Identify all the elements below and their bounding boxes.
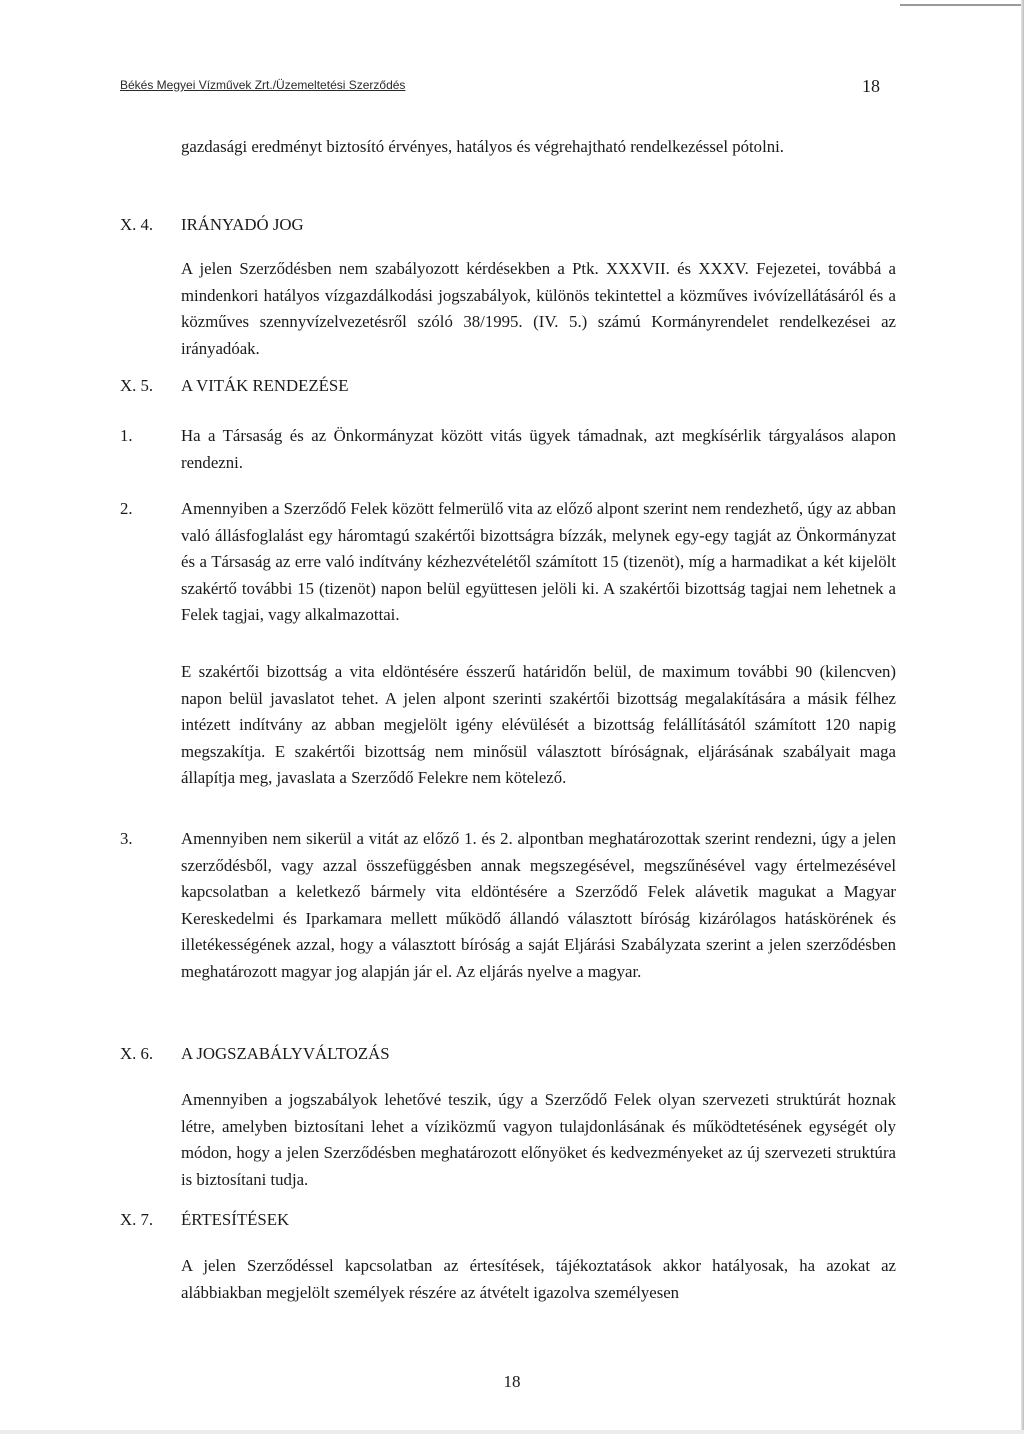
page-header bbox=[120, 78, 880, 100]
section-x6-heading: A JOGSZABÁLYVÁLTOZÁS bbox=[181, 1044, 390, 1063]
section-x5-heading: A VITÁK RENDEZÉSE bbox=[181, 376, 349, 395]
section-x7-paragraph: A jelen Szerződéssel kapcsolatban az értesítések, tájékoztatások akkor hatályosak, ha azokat az alábbiakban megjelölt személyek részére az átvételt igazolva személyesen bbox=[181, 1256, 896, 1302]
header-document-title: Békés Megyei Vízművek Zrt./Üzemeltetési Szerződés bbox=[120, 78, 406, 92]
item-2-text-continued: E szakértői bizottság a vita eldöntésére ésszerű határidőn belül, de maximum további 90 (kilencven) napon belül javaslatot tehet. A jelen alpont szerinti szakértői bizottság megalakítására a másik félhez intézett indítvány az abban megjelölt igény elévülését a bizottság felállításától számított 120 napig megszakítja. E szakértői bizottság nem minősül választott bíróságnak, eljárásának szabályait maga állapítja meg, javaslata a Szerződő Felekre nem kötelező. bbox=[181, 662, 896, 787]
item-1-number: 1. bbox=[120, 426, 133, 445]
section-x5-number: X. 5. bbox=[120, 376, 154, 395]
item-2-text: Amennyiben a Szerződő Felek között felmerülő vita az előző alpont szerint nem rendezhető, úgy az abban való állásfoglalást egy háromtagú szakértői bizottságra bízzák, melynek egy-egy tagját az Önkormányzat és a Társaság az erre való indítvány kézhezvételétől számított 15 (tizenöt), míg a harmadikat a két kijelölt szakértő további 15 (tizenöt) napon belül együttesen jelöli ki. A szakértői bizottság tagjai nem lehetnek a Felek tagjai, vagy alkalmazottai. bbox=[181, 499, 896, 624]
item-1-text: Ha a Társaság és az Önkormányzat között vitás ügyek támadnak, azt megkísérlik tárgyalásos alapon rendezni. bbox=[181, 426, 896, 472]
item-3-text: Amennyiben nem sikerül a vitát az előző 1. és 2. alpontban meghatározottak szerint rendezni, úgy a jelen szerződésből, vagy azzal összefüggésben annak megszegésével, megszűnésével vagy értelmezésével kapcsolatban a keletkező bármely vita eldöntésére a Szerződő Felek alávetik magukat a Magyar Kereskedelmi és Iparkamara mellett működő állandó választott bíróság kizárólagos hatáskörének és illetékességének azzal, hogy a választott bíróság a saját Eljárási Szabályzata szerint a jelen szerződésben meghatározott magyar jog alapján jár el. Az eljárás nyelve a magyar. bbox=[181, 829, 896, 981]
section-x6-number: X. 6. bbox=[120, 1044, 154, 1063]
section-x7-number: X. 7. bbox=[120, 1210, 154, 1229]
section-x7-heading: ÉRTESÍTÉSEK bbox=[181, 1210, 290, 1229]
scan-edge-bottom bbox=[0, 1430, 1024, 1434]
section-x4-paragraph: A jelen Szerződésben nem szabályozott kérdésekben a Ptk. XXXVII. és XXXV. Fejezetei, továbbá a mindenkori hatályos vízgazdálkodási jogszabályok, különös tekintettel a közműves ivóvízellátásáról és a közműves szennyvízelvezetésről szóló 38/1995. (IV. 5.) számú Kormányrendelet rendelkezései az irányadóak. bbox=[181, 259, 896, 358]
section-x4-number: X. 4. bbox=[120, 215, 154, 234]
header-page-number: 18 bbox=[862, 76, 880, 96]
item-2-number: 2. bbox=[120, 499, 133, 518]
item-3-number: 3. bbox=[120, 829, 133, 848]
footer-page-number: 18 bbox=[503, 1372, 521, 1391]
section-x6-paragraph: Amennyiben a jogszabályok lehetővé teszik, úgy a Szerződő Felek olyan szervezeti struktúrát hoznak létre, amelyben biztosítani lehet a víziközmű vagyon tulajdonlásának és működtetésének egységét oly módon, hogy a jelen Szerződésben meghatározott előnyöket és kedvezményeket az új szervezeti struktúra is biztosítani tudja. bbox=[181, 1090, 896, 1189]
intro-paragraph: gazdasági eredményt biztosító érvényes, hatályos és végrehajtható rendelkezéssel pótolni. bbox=[181, 137, 784, 156]
scan-edge-top bbox=[900, 4, 1024, 6]
section-x4-heading: IRÁNYADÓ JOG bbox=[181, 215, 304, 234]
